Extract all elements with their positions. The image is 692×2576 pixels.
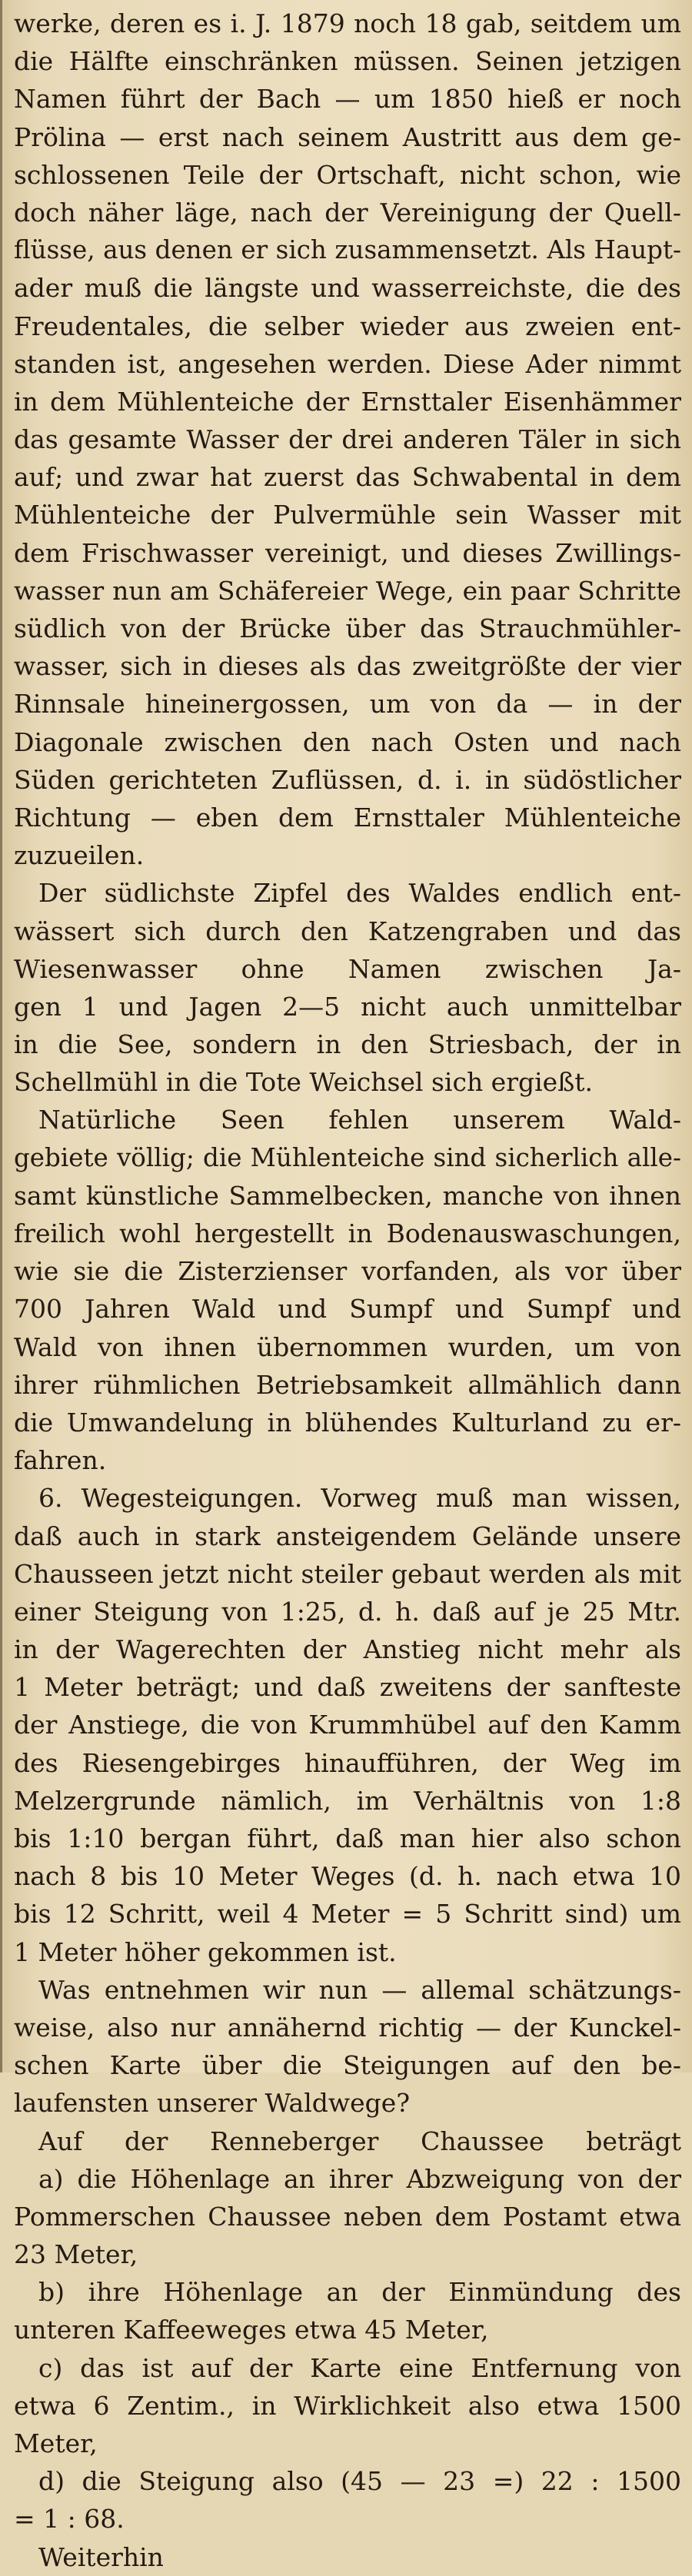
text-line: ihrer rühmlichen Betriebsamkeit allmählich dann — [14, 1369, 681, 1400]
text-line: Auf der Renneberger Chaussee beträgt — [38, 2126, 681, 2156]
text-line: wie sie die Zisterzienser vorfanden, als vor über — [14, 1256, 681, 1287]
text-line: zuzueilen. — [14, 840, 145, 871]
text-line: = 1 : 68. — [14, 2504, 125, 2534]
text-line: laufensten unserer Waldwege? — [14, 2088, 411, 2119]
text-line: weise, also nur annähernd richtig — der Kunckel- — [14, 2012, 681, 2043]
text-line: südlich von der Brücke über das Strauchmühler- — [14, 613, 681, 643]
text-line: in dem Mühlenteiche der Ernsttaler Eisenhämmer — [14, 386, 681, 417]
text-line: Wald von ihnen übernommen wurden, um von — [14, 1331, 681, 1362]
text-line: unteren Kaffeeweges etwa 45 Meter, — [14, 2315, 489, 2345]
text-line: Wiesenwasser ohne Namen zwischen Ja- — [14, 953, 681, 984]
text-line: dem Frischwasser vereinigt, und dieses Zwillings- — [14, 537, 681, 568]
text-line: Süden gerichteten Zuflüssen, d. i. in südöstlicher — [14, 764, 681, 795]
text-column — [14, 5, 681, 2576]
text-line: fahren. — [14, 1445, 107, 1476]
text-line: Richtung — eben dem Ernsttaler Mühlenteiche — [14, 802, 681, 833]
text-line: Was entnehmen wir nun — allemal schätzungs- — [38, 1974, 681, 2005]
text-line: in der Wagerechten der Anstieg nicht mehr als — [14, 1634, 681, 1665]
text-line: d) die Steigung also (45 — 23 =) 22 : 1500 — [38, 2466, 681, 2497]
text-line: schen Karte über die Steigungen auf den be- — [14, 2050, 681, 2081]
text-line: der Anstiege, die von Krummhübel auf den Kamm — [14, 1710, 681, 1740]
text-line: doch näher läge, nach der Vereinigung der Quell- — [14, 197, 681, 228]
text-line: bis 1:10 bergan führt, daß man hier also schon — [14, 1823, 681, 1853]
text-line: a) die Höhenlage an ihrer Abzweigung von der — [38, 2163, 681, 2194]
text-line: Mühlenteiche der Pulvermühle sein Wasser mit — [14, 500, 681, 530]
column-rule — [0, 0, 2, 2072]
text-line: des Riesengebirges hinaufführen, der Weg im — [14, 1747, 681, 1778]
text-line: die Hälfte einschränken müssen. Seinen jetzigen — [14, 46, 681, 77]
text-line: 23 Meter, — [14, 2239, 138, 2270]
text-line: 700 Jahren Wald und Sumpf und Sumpf und — [14, 1294, 681, 1325]
text-line: gen 1 und Jagen 2—5 nicht auch unmittelbar — [14, 991, 681, 1022]
text-line: 1 Meter höher gekommen ist. — [14, 1936, 397, 1967]
text-line: 1 Meter beträgt; und daß zweitens der sanfteste — [14, 1672, 681, 1703]
text-line: Melzergrunde nämlich, im Verhältnis von 1:8 — [14, 1785, 681, 1816]
text-line: Namen führt der Bach — um 1850 hieß er noch — [14, 84, 681, 115]
text-line: wasser, sich in dieses als das zweitgrößte der vier — [14, 651, 681, 682]
text-line: wasser nun am Schäfereier Wege, ein paar Schritte — [14, 575, 681, 606]
text-line: Prölina — erst nach seinem Austritt aus dem ge- — [14, 121, 681, 152]
text-line: Chausseen jetzt nicht steiler gebaut werden als mit — [14, 1558, 681, 1589]
text-line: einer Steigung von 1:25, d. h. daß auf je 25 Mtr. — [14, 1596, 681, 1627]
text-line: standen ist, angesehen werden. Diese Ader nimmt — [14, 348, 681, 379]
text-line: etwa 6 Zentim., in Wirklichkeit also etwa 1500 — [14, 2390, 681, 2421]
text-line: gebiete völlig; die Mühlenteiche sind sicherlich alle- — [14, 1142, 681, 1172]
text-line: Meter, — [14, 2428, 98, 2458]
text-line: c) das ist auf der Karte eine Entfernung von — [38, 2352, 681, 2383]
text-line: Natürliche Seen fehlen unserem Wald- — [38, 1105, 681, 1135]
text-line: Schellmühl in die Tote Weichsel sich ergießt. — [14, 1067, 593, 1098]
text-line: flüsse, aus denen er sich zusammensetzt. Als Haupt- — [14, 235, 681, 265]
text-line: wässert sich durch den Katzengraben und das — [14, 916, 681, 946]
text-line: ader muß die längste und wasserreichste, die des — [14, 273, 681, 304]
text-line: 6. Wegesteigungen. Vorweg muß man wissen, — [38, 1483, 681, 1514]
text-line: in die See, sondern in den Striesbach, der in — [14, 1029, 681, 1060]
text-line: bis 12 Schritt, weil 4 Meter = 5 Schritt sind) um — [14, 1899, 681, 1930]
text-line: Rinnsale hineinergossen, um von da — in der — [14, 689, 681, 720]
text-line: die Umwandelung in blühendes Kulturland zu er- — [14, 1407, 681, 1438]
text-line: Freudentales, die selber wieder aus zweien ent- — [14, 311, 681, 341]
text-line: Pommerschen Chaussee neben dem Postamt etwa — [14, 2201, 681, 2232]
text-line: samt künstliche Sammelbecken, manche von ihnen — [14, 1180, 681, 1211]
text-line: b) ihre Höhenlage an der Einmündung des — [38, 2277, 681, 2308]
text-line: daß auch in stark ansteigendem Gelände unsere — [14, 1521, 681, 1551]
text-line: Diagonale zwischen den nach Osten und nach — [14, 726, 681, 757]
text-line: freilich wohl hergestellt in Bodenauswaschungen, — [14, 1218, 681, 1248]
text-line: nach 8 bis 10 Meter Weges (d. h. nach etwa 10 — [14, 1861, 681, 1892]
text-line: Weiterhin — [38, 2541, 164, 2572]
text-line: schlossenen Teile der Ortschaft, nicht schon, wie — [14, 159, 681, 190]
text-line: auf; und zwar hat zuerst das Schwabental in dem — [14, 462, 681, 493]
text-line: das gesamte Wasser der drei anderen Täler in sich — [14, 424, 681, 455]
text-line: werke, deren es i. J. 1879 noch 18 gab, seitdem um — [14, 8, 681, 38]
text-line: Der südlichste Zipfel des Waldes endlich ent- — [38, 878, 681, 909]
